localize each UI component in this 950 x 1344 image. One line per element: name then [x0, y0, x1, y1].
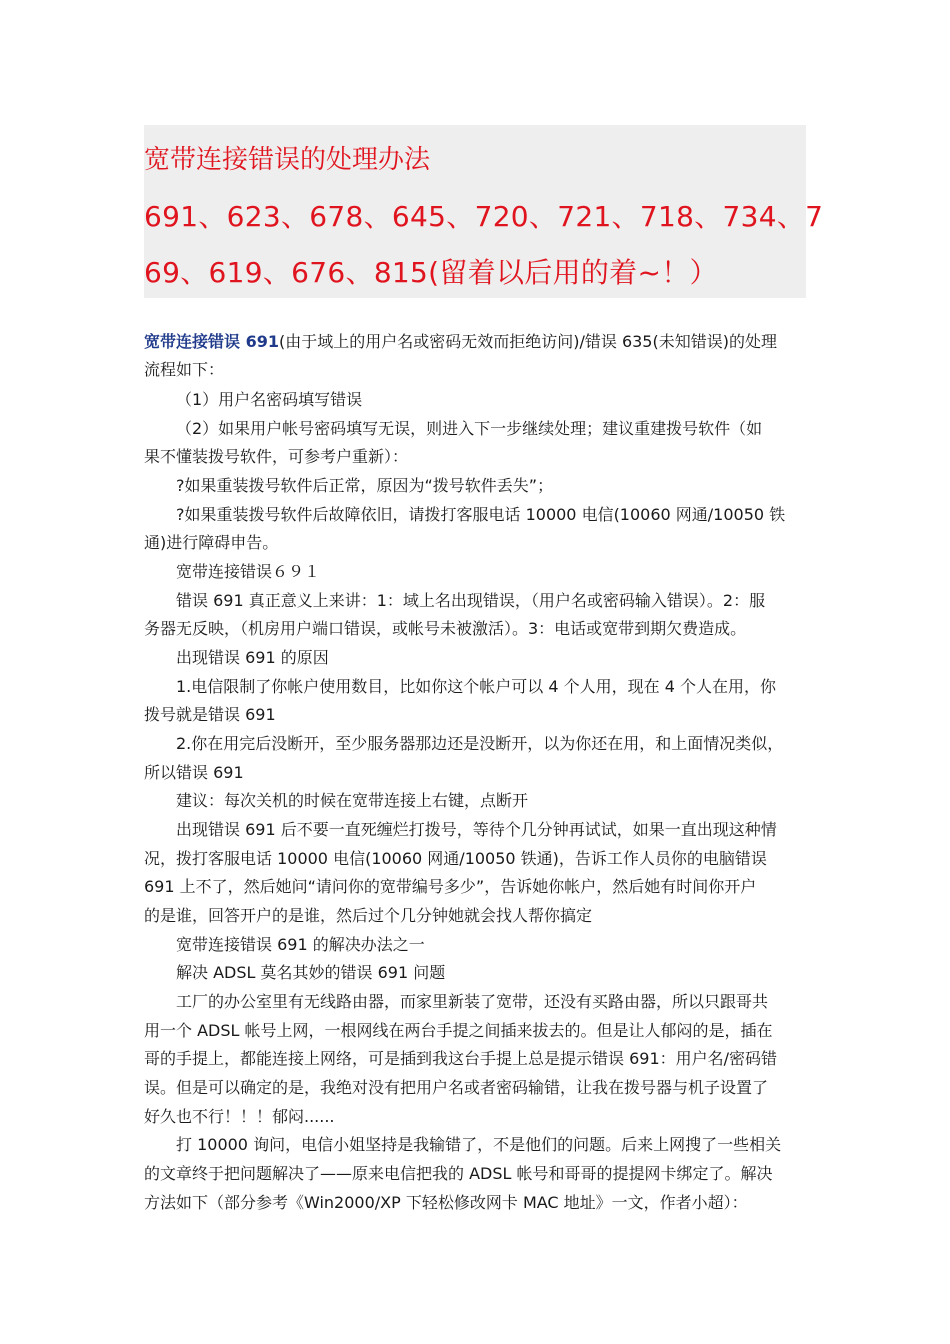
text-line: 的文章终于把问题解决了——原来电信把我的 ADSL 帐号和哥哥的提提网卡绑定了。解决 — [144, 1164, 773, 1183]
text-line: 通)进行障碍申告。 — [144, 533, 279, 552]
text-line: 2.你在用完后没断开，至少服务器那边还是没断开，以为你还在用，和上面情况类似， — [176, 734, 784, 753]
title-block — [144, 125, 824, 298]
text-line: 哥的手提上，都能连接上网络，可是插到我这台手提上总是提示错误 691：用户名/密码错 — [144, 1049, 778, 1068]
text-line: 出现错误 691 后不要一直死缠烂打拨号，等待个几分钟再试试，如果一直出现这种情 — [176, 820, 777, 839]
text-line: ?如果重装拨号软件后正常，原因为“拨号软件丢失”； — [176, 476, 554, 495]
text-line: 宽带连接错误６９１ — [176, 562, 321, 581]
intro-bold-label: 宽带连接错误 691 — [144, 332, 279, 351]
intro-paragraph-line1 — [144, 332, 806, 352]
text-line: 用一个 ADSL 帐号上网，一根网线在两台手提之间插来拔去的。但是让人郁闷的是，插在 — [144, 1021, 773, 1040]
text-line: 建议：每次关机的时候在宽带连接上右键，点断开 — [176, 791, 529, 810]
title-heading: 宽带连接错误的处理办法 — [144, 145, 431, 175]
intro-paragraph-line2: 流程如下： — [144, 360, 225, 379]
text-line: 宽带连接错误 691 的解决办法之一 — [176, 935, 425, 954]
text-line: 1.电信限制了你帐户使用数目，比如你这个帐户可以 4 个人用，现在 4 个人在用，你 — [176, 677, 776, 696]
text-line: 好久也不行！！！郁闷...... — [144, 1107, 335, 1126]
text-line: 误。但是可以确定的是，我绝对没有把用户名或者密码输错，让我在拨号器与机子设置了 — [144, 1078, 769, 1097]
text-line: （2）如果用户帐号密码填写无误，则进入下一步继续处理；建议重建拨号软件（如 — [176, 419, 763, 438]
text-line: 务器无反映，（机房用户端口错误，或帐号未被激活）。3：电话或宽带到期欠费造成。 — [144, 619, 747, 638]
text-line: 工厂的办公室里有无线路由器，而家里新装了宽带，还没有买路由器，所以只跟哥共 — [176, 992, 769, 1011]
text-line: 的是谁，回答开户的是谁，然后过个几分钟她就会找人帮你搞定 — [144, 906, 593, 925]
text-line: 错误 691 真正意义上来讲：1：域上名出现错误，（用户名或密码输入错误）。2：服 — [176, 591, 766, 610]
intro-text: (由于域上的用户名或密码无效而拒绝访问)/错误 635(未知错误)的处理 — [278, 332, 777, 351]
text-line: 打 10000 询问，电信小姐坚持是我输错了，不是他们的问题。后来上网搜了一些相关 — [176, 1135, 782, 1154]
title-error-codes-line2: 69、619、676、815(留着以后用的着~！） — [144, 256, 718, 289]
text-line: 691 上不了，然后她问“请问你的宽带编号多少”，告诉她你帐户，然后她有时间你开户 — [144, 877, 757, 896]
text-line: （1）用户名密码填写错误 — [176, 390, 363, 409]
text-line: 果不懂装拨号软件，可参考户重新）： — [144, 447, 409, 466]
text-line: 所以错误 691 — [144, 763, 244, 782]
text-line: ?如果重装拨号软件后故障依旧，请拨打客服电话 10000 电信(10060 网通/10050 铁 — [176, 505, 786, 524]
text-line: 况，拨打客服电话 10000 电信(10060 网通/10050 铁通)，告诉工作人员你的电脑错误 — [144, 849, 767, 868]
title-error-codes-line1: 691、623、678、645、720、721、718、734、7 — [144, 200, 824, 233]
text-line: 方法如下（部分参考《Win2000/XP 下轻松修改网卡 MAC 地址》一文，作者小超）： — [144, 1193, 748, 1212]
text-line: 拨号就是错误 691 — [144, 705, 276, 724]
text-line: 解决 ADSL 莫名其妙的错误 691 问题 — [176, 963, 446, 982]
text-line: 出现错误 691 的原因 — [176, 648, 329, 667]
